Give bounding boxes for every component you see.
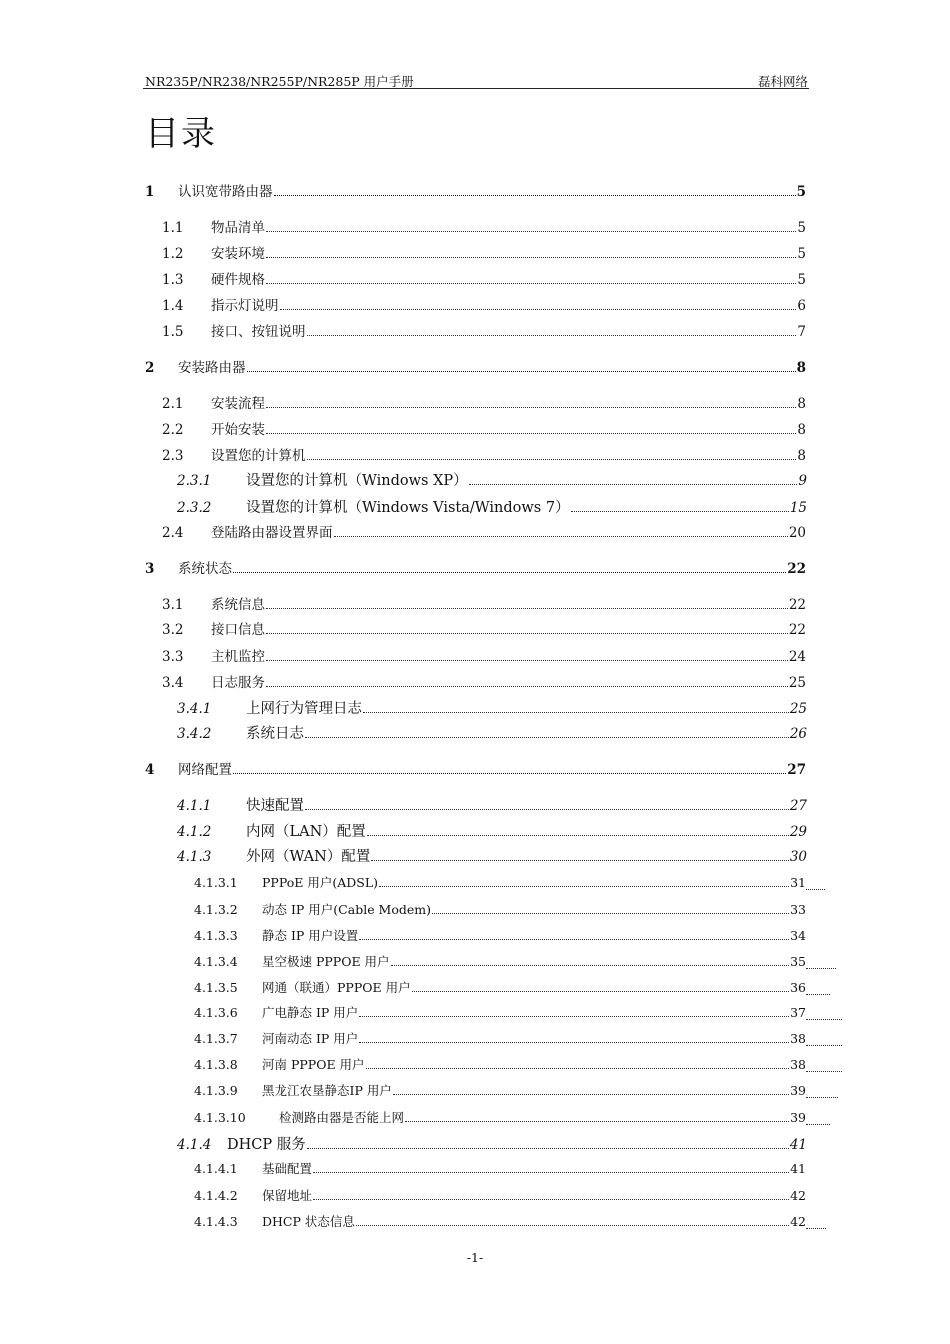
toc-entry-page: 25: [789, 701, 807, 717]
toc-entry-number: 3.4.1: [177, 701, 212, 717]
toc-entry-title: 基础配置: [262, 1161, 313, 1176]
toc-entry-number: 3.4.2: [177, 726, 212, 742]
toc-entry[interactable]: [162, 618, 806, 638]
toc-entry-number: 2.3.2: [177, 500, 212, 516]
toc-dot-leader: [280, 309, 797, 310]
toc-dot-leader: [247, 371, 796, 372]
toc-dot-leader: [305, 737, 789, 738]
toc-entry-page: 7: [797, 324, 806, 340]
toc-entry-page: 41: [790, 1161, 806, 1176]
toc-entry-title: 黑龙江农垦静态IP 用户: [262, 1083, 392, 1098]
toc-entry[interactable]: [145, 180, 806, 200]
page-number: -1-: [466, 1250, 484, 1265]
toc-dot-leader: [266, 407, 796, 408]
toc-entry-page: 39: [790, 1083, 806, 1098]
toc-entry-page: 24: [788, 649, 806, 665]
toc-dot-leader: [313, 1199, 789, 1200]
toc-entry[interactable]: [194, 1186, 806, 1206]
toc-dot-leader: [233, 773, 786, 774]
toc-entry[interactable]: [194, 952, 806, 972]
toc-entry-page: 27: [787, 762, 806, 778]
toc-dot-leader: [367, 835, 789, 836]
toc-entry-title: 系统日志: [246, 726, 304, 742]
toc-entry-page: 39: [790, 1110, 806, 1125]
toc-entry-title: 静态 IP 用户设置: [262, 928, 359, 943]
toc-entry[interactable]: [162, 444, 806, 464]
toc-entry-title: 内网（LAN）配置: [246, 824, 366, 840]
toc-dot-leader: [571, 511, 789, 512]
toc-entry-number: 3.2: [162, 622, 184, 638]
toc-entry-number: 2.2: [162, 422, 184, 438]
toc-entry-title: 保留地址: [262, 1188, 313, 1203]
toc-entry[interactable]: [194, 1212, 806, 1232]
toc-entry-page: 38: [790, 1031, 806, 1046]
toc-entry-page: 29: [789, 824, 807, 840]
toc-dot-leader: [334, 536, 788, 537]
toc-entry-number: 3.3: [162, 649, 184, 665]
toc-entry[interactable]: [177, 697, 807, 717]
toc-entry-title: 认识宽带路由器: [178, 184, 273, 200]
toc-entry[interactable]: [177, 1133, 807, 1153]
toc-entry[interactable]: [162, 671, 806, 691]
toc-entry-page: 5: [796, 184, 806, 200]
toc-entry-page: 6: [797, 298, 806, 314]
toc-entry[interactable]: [162, 418, 806, 438]
toc-entry[interactable]: [194, 926, 806, 946]
toc-entry-number: 2.3: [162, 448, 184, 464]
toc-entry-title: 河南动态 IP 用户: [262, 1031, 359, 1046]
toc-entry[interactable]: [177, 722, 807, 742]
toc-entry-page: 22: [788, 622, 806, 638]
toc-entry-page: 20: [788, 525, 806, 541]
toc-dot-leader: [313, 1172, 789, 1173]
toc-entry-title: 外网（WAN）配置: [246, 849, 371, 865]
page-header-left: NR235P/NR238/NR255P/NR285P 用户手册: [145, 74, 414, 89]
toc-entry-page: 42: [790, 1214, 806, 1229]
toc-dot-leader: [307, 1148, 789, 1149]
toc-entry[interactable]: [194, 1055, 806, 1075]
toc-entry[interactable]: [177, 469, 807, 489]
toc-entry[interactable]: [177, 820, 807, 840]
toc-entry-number: 4.1.3.6: [194, 1005, 238, 1020]
toc-entry[interactable]: [162, 593, 806, 613]
toc-entry[interactable]: [177, 496, 807, 516]
page-header-right: 磊科网络: [757, 74, 808, 89]
toc-entry-title: 河南 PPPOE 用户: [262, 1057, 365, 1072]
toc-entry-page: 9: [798, 473, 807, 489]
toc-entry-page: 42: [790, 1188, 806, 1203]
toc-entry-number: 2.4: [162, 525, 184, 541]
toc-entry-page: 38: [790, 1057, 806, 1072]
toc-entry-title: 指示灯说明: [211, 298, 279, 314]
toc-trailing-dots: [806, 968, 836, 969]
toc-entry-title: 设置您的计算机: [211, 448, 306, 464]
toc-dot-leader: [393, 1094, 789, 1095]
toc-entry-number: 4.1.4.3: [194, 1214, 238, 1229]
toc-dot-leader: [233, 572, 786, 573]
toc-entry[interactable]: [194, 1081, 806, 1101]
toc-entry-title: DHCP 服务: [227, 1137, 306, 1153]
toc-entry-title: 动态 IP 用户(Cable Modem): [262, 902, 432, 917]
toc-entry-page: 34: [790, 928, 806, 943]
toc-entry-title: DHCP 状态信息: [262, 1214, 355, 1229]
toc-entry-title: 安装环境: [211, 246, 265, 262]
toc-trailing-dots: [806, 1045, 842, 1046]
toc-entry-title: 系统信息: [211, 597, 265, 613]
toc-dot-leader: [305, 809, 789, 810]
toc-dot-leader: [371, 860, 788, 861]
toc-entry[interactable]: [194, 900, 806, 920]
toc-entry-title: 设置您的计算机（Windows XP）: [246, 473, 468, 489]
toc-entry-number: 3: [145, 561, 155, 577]
toc-dot-leader: [379, 886, 789, 887]
toc-entry-title: 系统状态: [178, 561, 232, 577]
toc-dot-leader: [391, 965, 790, 966]
toc-dot-leader: [266, 686, 788, 687]
toc-entry[interactable]: [194, 978, 806, 998]
toc-entry-title: 网通（联通）PPPOE 用户: [262, 980, 411, 995]
toc-entry[interactable]: [162, 294, 806, 314]
toc-entry[interactable]: [162, 268, 806, 288]
toc-entry-number: 4.1.2: [177, 824, 212, 840]
toc-dot-leader: [266, 283, 796, 284]
toc-entry-number: 3.1: [162, 597, 184, 613]
toc-entry[interactable]: [177, 794, 807, 814]
toc-entry-number: 4.1.3.5: [194, 980, 238, 995]
toc-entry-title: 广电静态 IP 用户: [262, 1005, 359, 1020]
toc-entry-page: 22: [787, 561, 806, 577]
toc-entry-title: 接口、按钮说明: [211, 324, 306, 340]
toc-entry-number: 4.1.3.4: [194, 954, 238, 969]
toc-entry-title: 快速配置: [246, 798, 304, 814]
toc-trailing-dots: [806, 1097, 838, 1098]
toc-entry-number: 1: [145, 184, 155, 200]
toc-entry[interactable]: [162, 645, 806, 665]
toc-dot-leader: [363, 712, 789, 713]
toc-trailing-dots: [806, 994, 830, 995]
toc-dot-leader: [274, 195, 796, 196]
toc-entry-page: 8: [797, 422, 806, 438]
toc-entry-number: 4.1.3.8: [194, 1057, 238, 1072]
toc-entry-title: 安装流程: [211, 396, 265, 412]
toc-dot-leader: [356, 1225, 789, 1226]
toc-entry-page: 15: [789, 500, 807, 516]
toc-entry-title: 检测路由器是否能上网: [279, 1110, 405, 1125]
toc-dot-leader: [266, 231, 796, 232]
toc-entry-number: 4.1.3.7: [194, 1031, 238, 1046]
toc-trailing-dots: [806, 1019, 842, 1020]
toc-entry[interactable]: [194, 1108, 806, 1128]
toc-entry-title: 主机监控: [211, 649, 265, 665]
toc-entry-title: 接口信息: [211, 622, 265, 638]
toc-entry-title: 物品清单: [211, 220, 265, 236]
toc-entry-number: 4.1.3: [177, 849, 212, 865]
toc-entry-number: 1.2: [162, 246, 184, 262]
toc-entry-page: 5: [797, 272, 806, 288]
toc-entry[interactable]: [162, 216, 806, 236]
toc-entry-page: 5: [797, 246, 806, 262]
toc-entry[interactable]: [162, 521, 806, 541]
toc-entry-number: 4.1.4: [177, 1137, 212, 1153]
toc-entry[interactable]: [162, 320, 806, 340]
toc-entry-title: 设置您的计算机（Windows Vista/Windows 7）: [246, 500, 570, 516]
toc-trailing-dots: [806, 889, 825, 890]
toc-title: 目录: [145, 114, 217, 154]
toc-entry-title: 星空极速 PPPOE 用户: [262, 954, 390, 969]
toc-entry-number: 1.4: [162, 298, 184, 314]
toc-entry-number: 4.1.4.2: [194, 1188, 238, 1203]
toc-trailing-dots: [806, 1124, 830, 1125]
toc-entry-number: 2.1: [162, 396, 184, 412]
toc-entry-number: 1.3: [162, 272, 184, 288]
toc-entry-title: 上网行为管理日志: [246, 701, 362, 717]
toc-entry-number: 4.1.3.2: [194, 902, 238, 917]
toc-entry-number: 4.1.3.10: [194, 1110, 246, 1125]
toc-entry[interactable]: [177, 845, 807, 865]
toc-entry-number: 4.1.3.9: [194, 1083, 238, 1098]
toc-entry-number: 1.5: [162, 324, 184, 340]
toc-dot-leader: [307, 459, 797, 460]
toc-entry-page: 26: [789, 726, 807, 742]
toc-entry-title: 开始安装: [211, 422, 265, 438]
toc-entry-page: 36: [790, 980, 806, 995]
toc-dot-leader: [469, 484, 798, 485]
toc-entry[interactable]: [194, 1159, 806, 1179]
toc-trailing-dots: [806, 1228, 826, 1229]
toc-entry-page: 25: [788, 675, 806, 691]
toc-dot-leader: [359, 1042, 789, 1043]
toc-entry-page: 37: [790, 1005, 806, 1020]
toc-entry-number: 4: [145, 762, 155, 778]
toc-entry[interactable]: [194, 873, 806, 893]
toc-dot-leader: [266, 433, 796, 434]
toc-trailing-dots: [806, 1071, 842, 1072]
toc-entry[interactable]: [162, 242, 806, 262]
toc-entry-number: 1.1: [162, 220, 184, 236]
toc-entry-title: PPPoE 用户(ADSL): [262, 875, 379, 890]
toc-entry[interactable]: [145, 356, 806, 376]
toc-entry-page: 27: [789, 798, 807, 814]
toc-dot-leader: [359, 939, 789, 940]
toc-dot-leader: [405, 1121, 789, 1122]
toc-dot-leader: [412, 991, 790, 992]
toc-entry[interactable]: [194, 1003, 806, 1023]
toc-entry-title: 网络配置: [178, 762, 232, 778]
toc-entry-page: 35: [790, 954, 806, 969]
toc-entry-number: 3.4: [162, 675, 184, 691]
toc-entry[interactable]: [194, 1029, 806, 1049]
toc-dot-leader: [266, 257, 796, 258]
toc-entry-page: 33: [790, 902, 806, 917]
toc-entry[interactable]: [145, 557, 806, 577]
toc-entry-title: 日志服务: [211, 675, 265, 691]
toc-entry-title: 登陆路由器设置界面: [211, 525, 333, 541]
toc-entry-page: 5: [797, 220, 806, 236]
toc-dot-leader: [366, 1068, 790, 1069]
toc-entry-number: 4.1.4.1: [194, 1161, 238, 1176]
toc-entry-page: 8: [797, 448, 806, 464]
toc-entry-number: 4.1.1: [177, 798, 212, 814]
toc-entry-page: 8: [796, 360, 806, 376]
toc-dot-leader: [266, 660, 788, 661]
toc-dot-leader: [266, 608, 788, 609]
toc-dot-leader: [432, 913, 789, 914]
toc-entry-number: 2: [145, 360, 155, 376]
toc-entry-page: 22: [788, 597, 806, 613]
toc-entry[interactable]: [162, 392, 806, 412]
toc-entry-number: 4.1.3.1: [194, 875, 238, 890]
toc-entry-title: 硬件规格: [211, 272, 265, 288]
toc-entry[interactable]: [145, 758, 806, 778]
toc-entry-title: 安装路由器: [178, 360, 246, 376]
toc-entry-page: 30: [789, 849, 807, 865]
toc-dot-leader: [266, 633, 788, 634]
toc-dot-leader: [307, 335, 797, 336]
toc-dot-leader: [359, 1016, 789, 1017]
toc-entry-number: 2.3.1: [177, 473, 212, 489]
toc-entry-page: 41: [789, 1137, 807, 1153]
toc-entry-page: 31: [790, 875, 806, 890]
toc-entry-page: 8: [797, 396, 806, 412]
toc-entry-number: 4.1.3.3: [194, 928, 238, 943]
